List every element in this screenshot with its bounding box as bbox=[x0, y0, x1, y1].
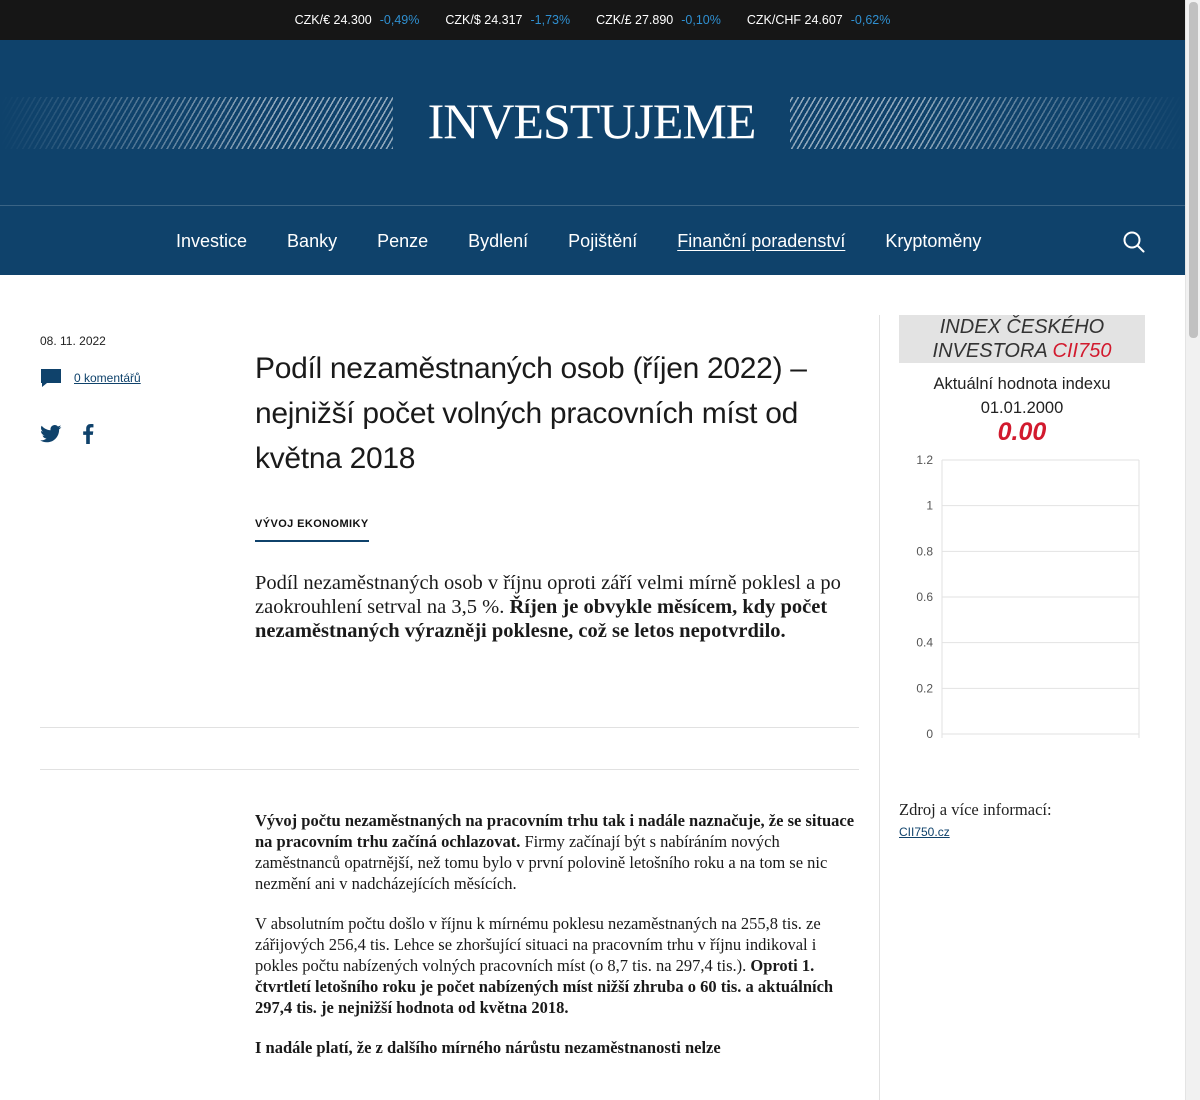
search-icon bbox=[1122, 230, 1146, 254]
body-text-bold: Vývoj počtu nezaměstnaných na pracovním trhu tak i nadále naznačuje, že se situace na pracovním trhu začíná ochlazovat. bbox=[255, 811, 855, 851]
ticker-item bbox=[445, 13, 570, 27]
index-chart bbox=[899, 448, 1145, 748]
chart-y-tick-label: 0.4 bbox=[916, 635, 933, 650]
chart-y-tick-label: 0.2 bbox=[916, 681, 933, 696]
index-title-line: INDEX ČESKÉHO bbox=[939, 316, 1105, 338]
divider bbox=[40, 769, 859, 770]
ticker-item bbox=[295, 13, 420, 27]
article-title: Podíl nezaměstnaných osob (říjen 2022) – nejnižší počet volných pracovních míst od května 2018 bbox=[255, 352, 807, 475]
ticker-change: -0,10% bbox=[681, 13, 721, 27]
chart-y-tick-label: 0.8 bbox=[916, 544, 933, 559]
ticker-change: -1,73% bbox=[530, 13, 571, 27]
ticker-pair: CZK/$ 24.317 bbox=[445, 13, 523, 27]
header-stripes-decoration bbox=[0, 97, 393, 149]
index-value: 0.00 bbox=[997, 418, 1047, 446]
chart-y-tick-label: 0.6 bbox=[916, 590, 933, 604]
comment-icon bbox=[40, 368, 62, 388]
article-date: 08. 11. 2022 bbox=[40, 334, 106, 348]
ticker-item bbox=[596, 13, 721, 27]
article-body bbox=[255, 810, 859, 1077]
ticker-pair: CZK/CHF 24.607 bbox=[746, 13, 843, 27]
ticker-pair: CZK/£ 27.890 bbox=[596, 13, 674, 27]
ticker-change: -0,62% bbox=[850, 13, 891, 27]
body-text-bold: Oproti 1. čtvrtletí letošního roku je počet nabízených míst nižší zhruba o 60 tis. a aktuálních 297,4 tis. je nejnižší hodnota od května 2018. bbox=[255, 956, 834, 1017]
index-value-date: 01.01.2000 bbox=[980, 399, 1064, 417]
site-logo[interactable]: INVESTUJEME bbox=[427, 93, 756, 149]
page-scrollbar[interactable] bbox=[1185, 0, 1200, 1100]
nav-items bbox=[156, 206, 1001, 276]
body-paragraph bbox=[255, 1037, 859, 1058]
chart-y-tick-label: 1 bbox=[926, 498, 933, 513]
nav-item-bydleni[interactable]: Bydlení bbox=[468, 230, 529, 251]
divider bbox=[40, 727, 859, 728]
article-category-tag[interactable]: VÝVOJ EKONOMIKY bbox=[255, 518, 369, 542]
share-buttons bbox=[40, 424, 94, 444]
index-value-caption: Aktuální hodnota indexu bbox=[933, 375, 1111, 393]
chart-y-tick-label: 1.2 bbox=[916, 453, 933, 467]
twitter-icon[interactable] bbox=[40, 425, 62, 443]
index-title-text: INVESTORA bbox=[932, 340, 1053, 362]
comments-count[interactable]: 0 komentářů bbox=[74, 371, 141, 385]
facebook-icon[interactable] bbox=[82, 424, 94, 444]
search-button[interactable] bbox=[1122, 230, 1146, 254]
nav-item-kryptomeny[interactable]: Kryptoměny bbox=[885, 230, 982, 251]
source-label: Zdroj a více informací: bbox=[899, 800, 1052, 819]
nav-item-penze[interactable]: Penze bbox=[377, 230, 429, 251]
body-paragraph bbox=[255, 913, 859, 1018]
site-header bbox=[0, 40, 1185, 205]
nav-item-financni-poradenstvi[interactable]: Finanční poradenství bbox=[677, 230, 846, 251]
sidebar-divider bbox=[879, 315, 880, 1100]
body-paragraph bbox=[255, 810, 859, 894]
body-text: V absolutním počtu došlo v říjnu k mírnému poklesu nezaměstnaných na 255,8 tis. ze zářijových 256,4 tis. Lehce se zhoršující situaci na pracovním trhu v říjnu indikoval i pokles počtu nabízených volných pracovních míst (o 8,7 tis. na 297,4 tis.). bbox=[255, 914, 821, 975]
index-value-label bbox=[899, 372, 1145, 420]
body-text: Firmy začínají být s nabíráním nových zaměstnanců opatrnější, než tomu bylo v první polovině letošního roku a na tom se nic nezmění ani v nadcházejících měsících. bbox=[255, 832, 828, 893]
ticker-item bbox=[747, 13, 890, 27]
currency-ticker bbox=[0, 0, 1185, 40]
ticker-change: -0,49% bbox=[379, 13, 420, 27]
scrollbar-thumb[interactable] bbox=[1189, 2, 1198, 338]
nav-item-investice[interactable]: Investice bbox=[176, 230, 248, 251]
index-title-line bbox=[899, 339, 1145, 363]
article-lead bbox=[255, 571, 859, 643]
header-stripes-decoration bbox=[790, 97, 1185, 149]
main-nav bbox=[0, 205, 1185, 275]
index-title-box bbox=[899, 315, 1145, 363]
source-link[interactable]: CII750.cz bbox=[899, 825, 950, 839]
ticker-pair: CZK/€ 24.300 bbox=[294, 13, 372, 27]
index-code: CII750 bbox=[1052, 340, 1112, 362]
body-text-bold: I nadále platí, že z dalšího mírného nárůstu nezaměstnanosti nelze bbox=[255, 1038, 721, 1057]
nav-item-pojisteni[interactable]: Pojištění bbox=[568, 230, 638, 251]
lead-text: Podíl nezaměstnaných osob v říjnu oproti září velmi mírně poklesl a po zaokrouhlení setrval na 3,5 %. bbox=[255, 572, 841, 618]
nav-item-banky[interactable]: Banky bbox=[287, 230, 338, 251]
lead-text-bold: Říjen je obvykle měsícem, kdy počet nezaměstnaných výrazněji poklesne, což se letos nepotvrdilo. bbox=[255, 596, 828, 642]
comments-link[interactable] bbox=[40, 368, 141, 388]
chart-y-tick-label: 0 bbox=[926, 727, 933, 741]
